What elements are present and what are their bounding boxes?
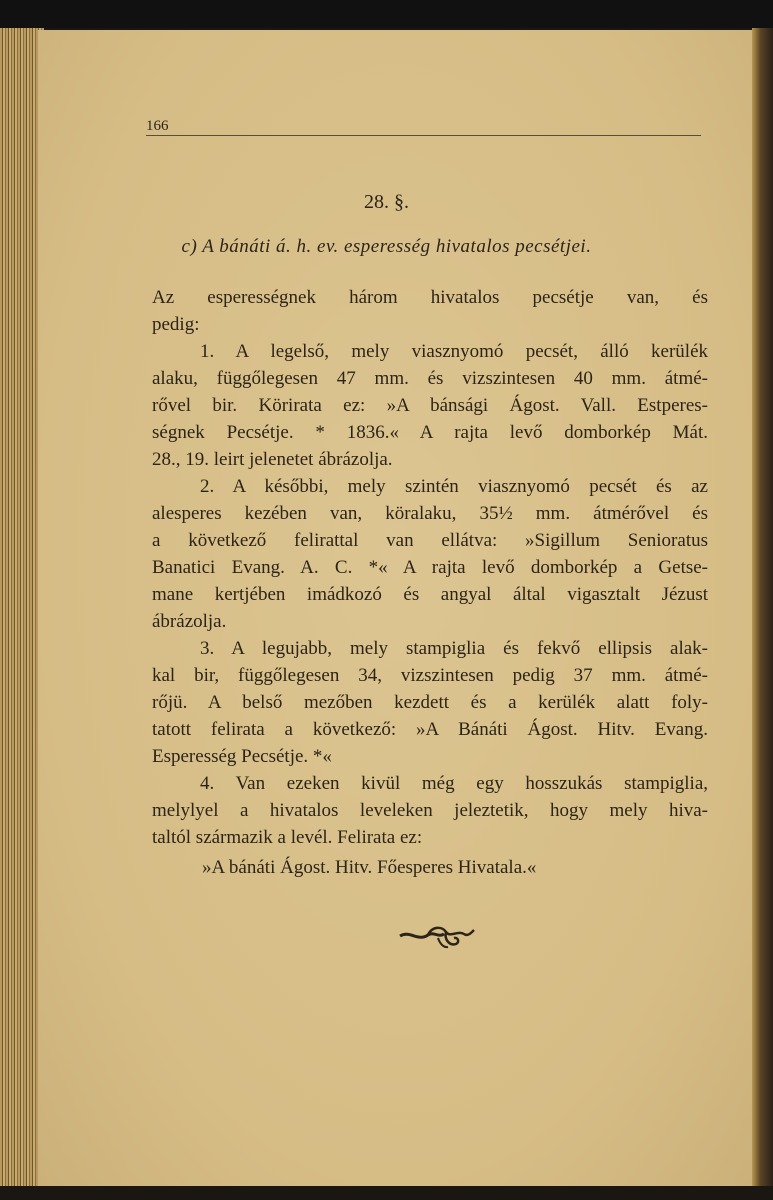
text-line: 1. A legelső, mely viasznyomó pecsét, álló kerülék [200, 341, 708, 362]
text-line: alesperes kezében van, köralaku, 35½ mm. átmérővel és [152, 503, 708, 524]
text-line: kal bir, függőlegesen 34, vizszintesen pedig 37 mm. átmé- [152, 665, 708, 686]
text-line: melylyel a hivatalos leveleken jeleztetik, hogy mely hiva- [152, 800, 708, 821]
ornament-icon [398, 922, 476, 952]
text-line: rővel bir. Körirata ez: »A bánsági Ágost. Vall. Estperes- [152, 395, 708, 416]
section-heading: 28. §. [364, 191, 409, 213]
text-line: ábrázolja. [152, 611, 227, 632]
text-line: pedig: [152, 314, 200, 335]
scan-bottom-border [0, 1186, 773, 1200]
text-line: 28., 19. leirt jelenetet ábrázolja. [152, 449, 393, 470]
text-line: Banatici Evang. A. C. *« A rajta levő domborkép a Getse- [152, 557, 708, 578]
body-text [152, 284, 708, 881]
page-number: 166 [146, 118, 169, 134]
section-subtitle: c) A bánáti á. h. ev. esperesség hivatalos pecsétjei. [181, 236, 592, 257]
text-line: rőjü. A belső mezőben kezdett és a kerülék alatt foly- [152, 692, 708, 713]
text-line: Esperesség Pecsétje. *« [152, 746, 332, 767]
closing-quote: »A bánáti Ágost. Hitv. Főesperes Hivatala.« [202, 857, 537, 878]
text-line: a következő felirattal van ellátva: »Sigillum Senioratus [152, 530, 708, 551]
header-rule [146, 135, 701, 136]
scan-top-border [0, 0, 773, 28]
text-line: taltól származik a levél. Felirata ez: [152, 827, 423, 848]
text-line: 4. Van ezeken kivül még egy hosszukás stampiglia, [200, 773, 708, 794]
text-line: alaku, függőlegesen 47 mm. és vizszintesen 40 mm. átmé- [152, 368, 708, 389]
text-line: tatott felirata a következő: »A Bánáti Ágost. Hitv. Evang. [152, 719, 708, 740]
text-line: mane kertjében imádkozó és angyal által vigasztalt Jézust [152, 584, 708, 605]
text-line: ségnek Pecsétje. * 1836.« A rajta levő domborkép Mát. [152, 422, 708, 443]
text-line: 2. A későbbi, mely szintén viasznyomó pecsét és az [200, 476, 708, 497]
text-line: Az esperességnek három hivatalos pecsétje van, és [152, 287, 708, 308]
text-line: 3. A legujabb, mely stampiglia és fekvő ellipsis alak- [200, 638, 708, 659]
